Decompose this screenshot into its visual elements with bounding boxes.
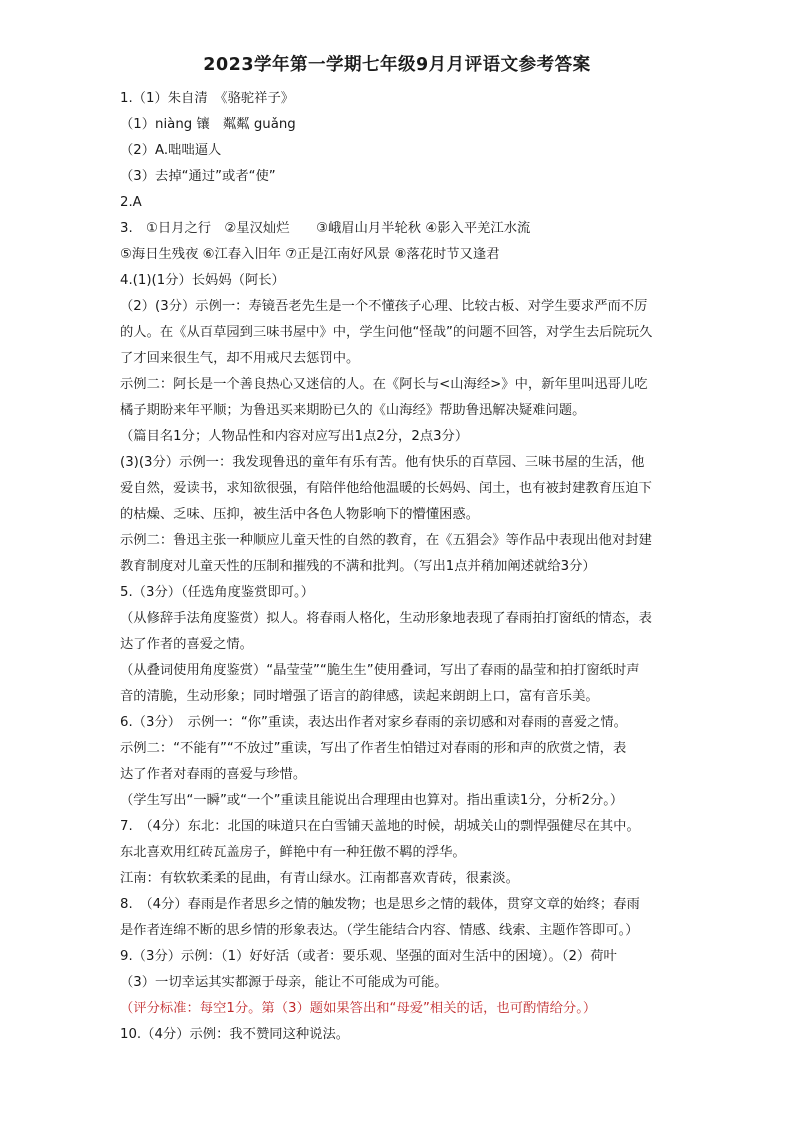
answer-line: （从叠词使用角度鉴赏）“晶莹莹”“脆生生”使用叠词，写出了春雨的晶莹和拍打窗纸时声 [120, 663, 640, 678]
answer-line: （学生写出“一瞬”或“一个”重读且能说出合理理由也算对。指出重读1分，分析2分。） [120, 793, 624, 808]
answer-line: 教育制度对儿童天性的压制和摧残的不满和批判。（写出1点并稍加阐述就给3分） [120, 559, 596, 574]
answer-line: 音的清脆，生动形象；同时增强了语言的韵律感，读起来朗朗上口，富有音乐美。 [120, 689, 599, 704]
answer-line: 3. ①日月之行 ②星汉灿烂 ③峨眉山月半轮秋 ④影入平羌江水流 [120, 221, 531, 236]
answer-line: 4.(1)(1分）长妈妈（阿长） [120, 273, 285, 288]
answer-line: 示例二：阿长是一个善良热心又迷信的人。在《阿长与<山海经>》中，新年里叫迅哥儿吃 [120, 377, 648, 392]
answer-line: 东北喜欢用红砖瓦盖房子，鲜艳中有一种狂傲不羁的浮华。 [120, 845, 466, 860]
answer-line: ⑤海日生残夜 ⑥江春入旧年 ⑦正是江南好风景 ⑧落花时节又逢君 [120, 247, 500, 262]
answer-line: 爱自然，爱读书，求知欲很强，有陪伴他给他温暖的长妈妈、闰土，也有被封建教育压迫下 [120, 481, 652, 496]
answer-line: （2）A.咄咄逼人 [120, 143, 222, 158]
answer-line: （1）niàng 镶 粼粼 guǎng [120, 117, 296, 132]
answer-line: 9.（3分）示例：（1）好好活（或者：要乐观、坚强的面对生活中的困境）。（2）荷叶 [120, 949, 617, 964]
document-title: 2023学年第一学期七年级9月月评语文参考答案 [203, 55, 591, 75]
answer-line: 达了作者对春雨的喜爱与珍惜。 [120, 767, 307, 782]
answer-line: 7. （4分）东北：北国的味道只在白雪铺天盖地的时候，胡城关山的剽悍强健尽在其中。 [120, 819, 640, 834]
answer-line: 1.（1）朱自清 《骆驼祥子》 [120, 91, 295, 106]
answer-line: 的枯燥、乏味、压抑，被生活中各色人物影响下的懵懂困惑。 [120, 507, 480, 522]
answer-line: 橘子期盼来年平顺；为鲁迅买来期盼已久的《山海经》帮助鲁迅解决疑难问题。 [120, 403, 586, 418]
answer-line: 的人。在《从百草园到三味书屋中》中，学生问他“怪哉”的问题不回答，对学生去后院玩久 [120, 325, 653, 340]
answer-line: （篇目名1分；人物品性和内容对应写出1点2分，2点3分） [120, 429, 469, 444]
answer-line: 达了作者的喜爱之情。 [120, 637, 253, 652]
answer-line: (3)(3分）示例一：我发现鲁迅的童年有乐有苦。他有快乐的百草园、三味书屋的生活，他 [120, 455, 645, 470]
scoring-note-line: （评分标准：每空1分。第（3）题如果答出和“母爱”相关的话，也可酌情给分。） [120, 1001, 597, 1016]
answer-line: 5.（3分）（任选角度鉴赏即可。） [120, 585, 315, 600]
answer-line: （从修辞手法角度鉴赏）拟人。将春雨人格化，生动形象地表现了春雨拍打窗纸的情态，表 [120, 611, 652, 626]
answer-body [120, 86, 690, 1048]
answer-line: 10.（4分）示例：我不赞同这种说法。 [120, 1027, 350, 1042]
answer-line: 示例二：“不能有”“不放过”重读，写出了作者生怕错过对春雨的形和声的欣赏之情，表 [120, 741, 627, 756]
answer-line: 是作者连绵不断的思乡情的形象表达。（学生能结合内容、情感、线索、主题作答即可。） [120, 923, 639, 938]
answer-line: 江南：有软软柔柔的昆曲，有青山绿水。江南都喜欢青砖，很素淡。 [120, 871, 519, 886]
answer-line: 示例二：鲁迅主张一种顺应儿童天性的自然的教育，在《五猖会》等作品中表现出他对封建 [120, 533, 652, 548]
answer-line: 2.A [120, 195, 142, 210]
answer-line: （3）去掉“通过”或者“使” [120, 169, 276, 184]
answer-line: （2）(3分）示例一：寿镜吾老先生是一个不懂孩子心理、比较古板、对学生要求严而不厉 [120, 299, 648, 314]
answer-line: （3）一切幸运其实都源于母亲，能让不可能成为可能。 [120, 975, 448, 990]
answer-line: 8. （4分）春雨是作者思乡之情的触发物；也是思乡之情的载体，贯穿文章的始终；春雨 [120, 897, 640, 912]
answer-line: 6.（3分） 示例一：“你”重读，表达出作者对家乡春雨的亲切感和对春雨的喜爱之情。 [120, 715, 627, 730]
answer-line: 了才回来很生气，却不用戒尺去惩罚中。 [120, 351, 360, 366]
